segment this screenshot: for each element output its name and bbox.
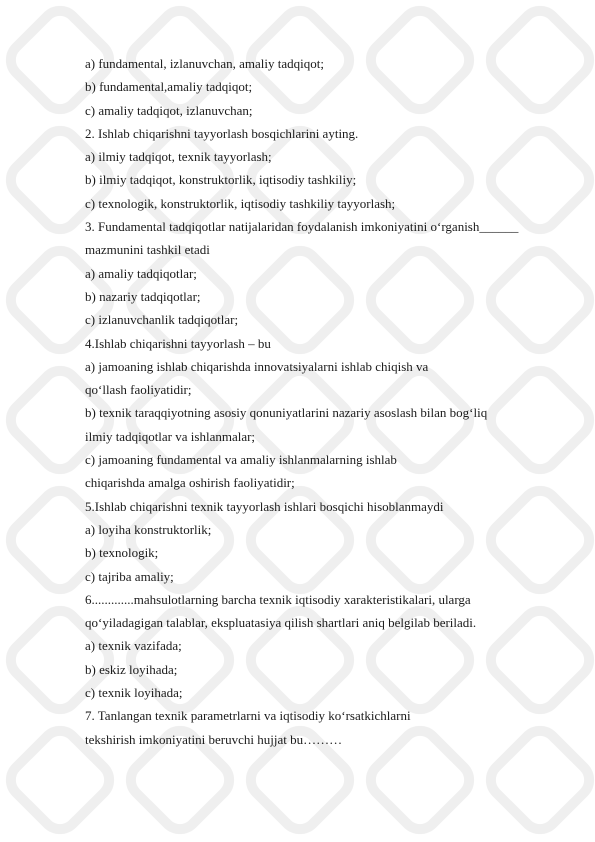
document-page <box>85 52 565 751</box>
question-heading: 7. Tanlangan texnik parametrlarni va iqtisodiy ko‘rsatkichlarni <box>85 708 411 724</box>
text-line: b) ilmiy tadqiqot, konstruktorlik, iqtisodiy tashkiliy; <box>85 172 357 188</box>
text-line: mazmunini tashkil etadi <box>85 242 210 258</box>
text-line: b) nazariy tadqiqotlar; <box>85 288 201 304</box>
text-line: tekshirish imkoniyatini beruvchi hujjat bu……… <box>85 731 343 747</box>
text-line: c) jamoaning fundamental va amaliy ishlanmalarning ishlab <box>85 452 397 468</box>
text-line: a) amaliy tadqiqotlar; <box>85 265 197 281</box>
text-line: b) texnik taraqqiyotning asosiy qonuniyatlarini nazariy asoslash bilan bog‘liq <box>85 405 488 421</box>
text-line: chiqarishda amalga oshirish faoliyatidir; <box>85 475 295 491</box>
question-heading: 6.............mahsulotlarning barcha texnik iqtisodiy xarakteristikalari, ularga <box>85 591 471 607</box>
text-line: qo‘yiladagigan talablar, ekspluatasiya qilish shartlari aniq belgilab beriladi. <box>85 615 477 631</box>
text-line: b) fundamental,amaliy tadqiqot; <box>85 79 253 95</box>
text-line: a) loyiha konstruktorlik; <box>85 521 212 537</box>
text-line: ilmiy tadqiqotlar va ishlanmalar; <box>85 428 256 444</box>
text-line: a) texnik vazifada; <box>85 638 182 654</box>
text-line: qo‘llash faoliyatidir; <box>85 382 192 398</box>
text-line: c) texnik loyihada; <box>85 685 183 701</box>
text-line: c) texnologik, konstruktorlik, iqtisodiy tashkiliy tayyorlash; <box>85 195 396 211</box>
text-line: a) fundamental, izlanuvchan, amaliy tadqiqot; <box>85 56 324 71</box>
question-heading: 3. Fundamental tadqiqotlar natijalaridan foydalanish imkoniyatini o‘rganish______ <box>85 219 519 235</box>
text-line: a) jamoaning ishlab chiqarishda innovatsiyalarni ishlab chiqish va <box>85 358 429 374</box>
text-line: c) tajriba amaliy; <box>85 568 174 584</box>
text-line: c) izlanuvchanlik tadqiqotlar; <box>85 312 239 328</box>
text-line: b) eskiz loyihada; <box>85 661 178 677</box>
text-line: a) ilmiy tadqiqot, texnik tayyorlash; <box>85 149 272 165</box>
question-heading: 2. Ishlab chiqarishni tayyorlash bosqichlarini ayting. <box>85 125 359 141</box>
question-heading: 4.Ishlab chiqarishni tayyorlash – bu <box>85 335 271 351</box>
text-line: b) texnologik; <box>85 545 159 561</box>
text-line: c) amaliy tadqiqot, izlanuvchan; <box>85 102 253 118</box>
question-heading: 5.Ishlab chiqarishni texnik tayyorlash ishlari bosqichi hisoblanmaydi <box>85 498 444 514</box>
